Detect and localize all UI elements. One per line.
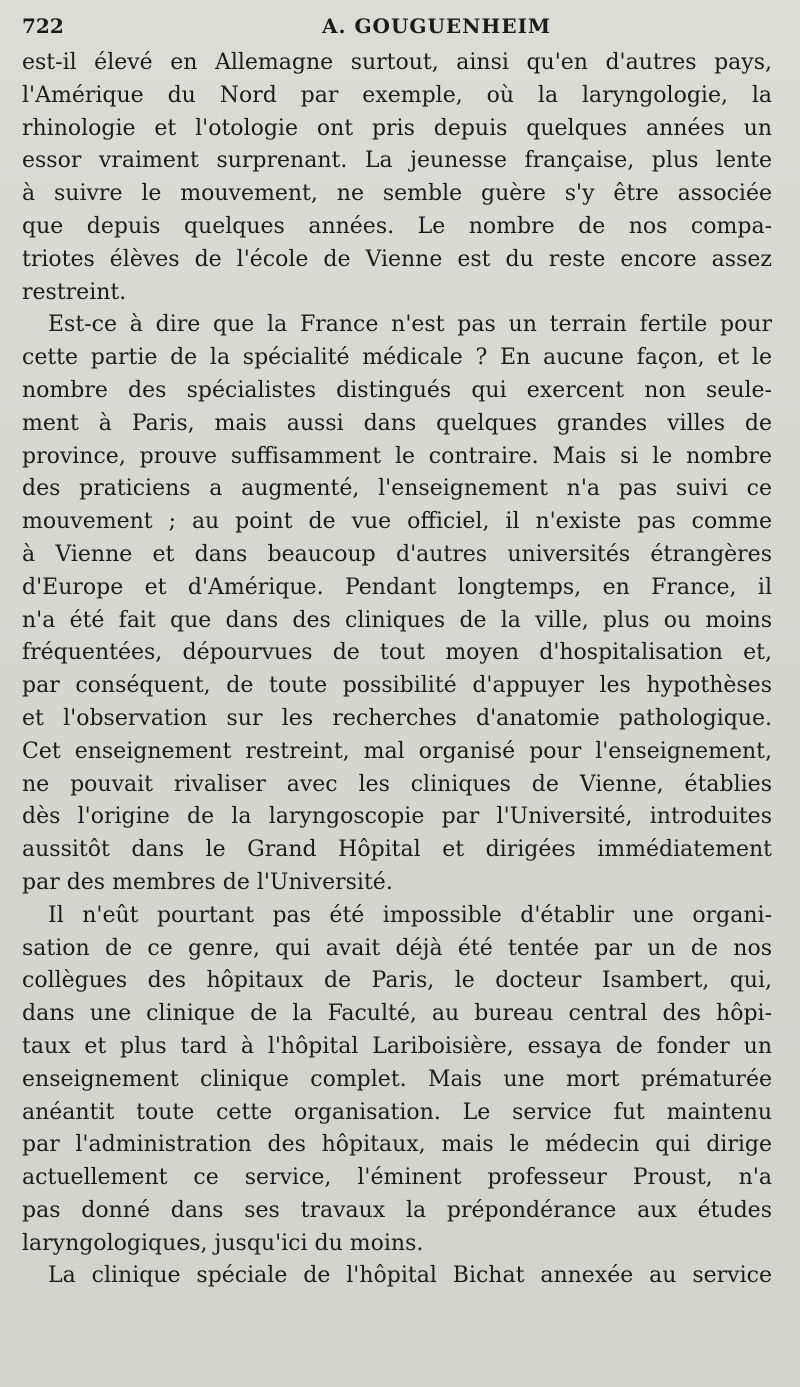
running-head: A. GOUGUENHEIM [322, 14, 552, 38]
text-line: collègues des hôpitaux de Paris, le docteur Isambert, qui, [22, 968, 772, 994]
text-line: que depuis quelques années. Le nombre de nos compa- [22, 213, 772, 239]
text-line: sation de ce genre, qui avait déjà été tentée par un de nos [22, 935, 772, 961]
text-line: par l'administration des hôpitaux, mais le médecin qui dirige [22, 1132, 772, 1158]
text-line: par des membres de l'Université. [22, 869, 393, 895]
text-line: cette partie de la spécialité médicale ? En aucune façon, et le [22, 345, 772, 371]
text-line: Est-ce à dire que la France n'est pas un terrain fertile pour [48, 312, 772, 338]
text-line: anéantit toute cette organisation. Le service fut maintenu [22, 1099, 772, 1125]
text-line: province, prouve suffisamment le contraire. Mais si le nombre [22, 443, 772, 469]
text-line: d'Europe et d'Amérique. Pendant longtemps, en France, il [22, 574, 772, 600]
text-line: nombre des spécialistes distingués qui exercent non seule- [22, 377, 772, 403]
body-text [22, 47, 772, 1293]
text-line: triotes élèves de l'école de Vienne est du reste encore assez [22, 246, 772, 272]
text-line: est-il élevé en Allemagne surtout, ainsi qu'en d'autres pays, [22, 50, 772, 75]
text-line: pas donné dans ses travaux la prépondérance aux études [22, 1197, 772, 1223]
text-line: n'a été fait que dans des cliniques de la ville, plus ou moins [22, 607, 772, 633]
text-line: à suivre le mouvement, ne semble guère s'y être associée [22, 181, 772, 207]
text-line: essor vraiment surprenant. La jeunesse française, plus lente [22, 148, 772, 174]
text-line: et l'observation sur les recherches d'anatomie pathologique. [22, 705, 772, 731]
text-line: enseignement clinique complet. Mais une mort prématurée [22, 1066, 772, 1092]
text-line: ment à Paris, mais aussi dans quelques grandes villes de [22, 410, 772, 436]
text-line: actuellement ce service, l'éminent professeur Proust, n'a [22, 1165, 772, 1191]
text-line: Cet enseignement restreint, mal organisé pour l'enseignement, [22, 738, 772, 764]
text-line: dans une clinique de la Faculté, au bureau central des hôpi- [22, 1001, 772, 1027]
text-line: dès l'origine de la laryngoscopie par l'Université, introduites [22, 804, 772, 830]
text-line: Il n'eût pourtant pas été impossible d'établir une organi- [48, 902, 772, 928]
text-line: mouvement ; au point de vue officiel, il n'existe pas comme [22, 509, 772, 535]
text-line: ne pouvait rivaliser avec les cliniques de Vienne, établies [22, 771, 772, 797]
text-line: des praticiens a augmenté, l'enseignement n'a pas suivi ce [22, 476, 772, 502]
text-line: fréquentées, dépourvues de tout moyen d'hospitalisation et, [22, 640, 772, 666]
text-line: aussitôt dans le Grand Hôpital et dirigées immédiatement [22, 837, 772, 863]
text-line: laryngologiques, jusqu'ici du moins. [22, 1230, 424, 1256]
text-line: l'Amérique du Nord par exemple, où la laryngologie, la [22, 82, 772, 108]
text-line: taux et plus tard à l'hôpital Lariboisière, essaya de fonder un [22, 1033, 772, 1059]
page-number: 722 [22, 14, 64, 38]
page-header [22, 14, 760, 44]
text-line: à Vienne et dans beaucoup d'autres universités étrangères [22, 541, 772, 567]
text-line: restreint. [22, 279, 127, 305]
text-line: rhinologie et l'otologie ont pris depuis quelques années un [22, 115, 772, 141]
text-line: La clinique spéciale de l'hôpital Bichat annexée au service [48, 1263, 772, 1289]
text-line: par conséquent, de toute possibilité d'appuyer les hypothèses [22, 673, 772, 699]
